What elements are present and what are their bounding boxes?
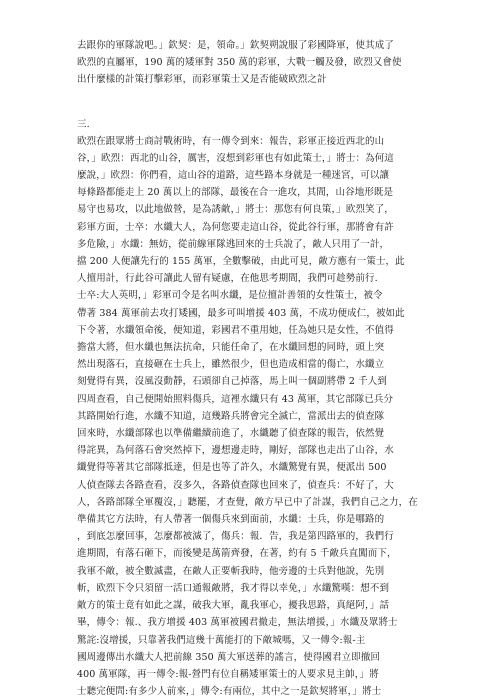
paragraph-main: 欧烈在跟眾將士商討戰術時，有一傳令到來：報告，彩軍正接近西北的山 谷，」欧烈：西北的山谷，厲害，沒想到彩軍也有如此策士，」將士：為何這 麼說，」欧烈：你們看，這山谷的道路，這些路本身就是一種迷宮，可以讓 每條路都能走上 20 萬以上的部隊，最後在合一進攻，其間，山谷地形既是 易守也易攻，以此地做營，是為誘敵，」將士：那您有何良策，」欧烈笑了， 彩軍方面，士卒：水纖大人，為何您要走這山谷，從此谷行軍，那將會有許 多危險，」水纖：無妨，從前線軍隊逃回來的士兵說了，敵人只用了一計， 擋 200 人便讓先行的 155 萬軍，全數擊破，由此可見，敵方應有一策士，此 人擅用計，行此谷可讓此人留有疑慮，在他思考期間，我們可趁勢前行. 士卒:大人英明，」彩軍司令是名叫水纖，是位擅計善領的女性策士，被令 帶著 384 萬軍前去攻打矮國，最多可叫增援 403 萬，不成功便成仁，被如此 下令著，水纖領命後，便知道，彩國君不重用她，任為她只是女性，不值得 擔當大將，但水纖也無法抗命，只能任命了，在水纖回想的同時，頭上突 然出現落石，直接砸在士兵上，雖然很少，但也造成相當的傷亡，水纖立 刻覺得有異，沒風沒動靜，石頭卻自己掉落，馬上叫一個副將帶 2 千人到 四周查看，自己便開始照料傷兵，這裡水纖只有 43 萬軍，其它部隊已兵分 其路開始行進，水纖不知道，這幾路兵將會完全滅亡，當派出去的偵查隊 回來時，水纖部隊也以準備繼續前進了，水纖聽了偵查隊的報告，依然覺 得詫異，為何落石會突然掉下，邊想邊走時，剛好，部隊也走出了山谷，水 纖覺得等著其它部隊抵達，但是也等了許久，水纖驚覺有異，便派出 500 人偵查隊去各路查看，沒多久，各路偵查隊也回來了，偵查兵：不好了，大 人，各路部隊全軍覆沒，」聽罷，才查覺，敵方早已中了計謀，我們自己之力，在 準備其它方法時，有人帶著一個傷兵來到面前，水纖：士兵，你是哪路的 ，到底怎麼回事，怎麼都被滅了，傷兵：報．告，我是第四路軍的，我們行 進期間，有落石砸下，而後變是萬箭齊發，在著，約有 5 千敵兵直闖而下， 我軍不敵，被全數滅盡，在敵人正要斬我時，他旁邊的士兵對他說，先別 斬，欧烈下令只須留一活口通報敵將，我才得以幸免，」水纖驚嘆：想不到 敵方的策士竟有如此之謀，破我大軍，亂我軍心，擾我思路，真絕阿，」話 畢，傳令：報.、我方增援 403 萬軍被國君撤走，無法增援，」水纖及眾將士 驚詫:沒增援，只靠著我們這幾十萬能打的下敵城嗎，又一傳令:報-主 國周邊傳出水纖大人把前線 350 萬大軍送葬的謠言，使得國君立即撤回 400 萬軍隊，再一傳令:報-營門有位自稱矮軍策士的人要求見主帥，」將 士聽完便問:有多少人前來，」傳令:有兩位，其中之一是欽契將軍，」將士: [77, 135, 418, 698]
section-heading: 三.: [77, 118, 90, 130]
paragraph-intro: 去跟你的軍隊說吧。」欽契：是，領命。」欽契朔說服了彩國降軍，使其成了 欧烈的直屬軍，190 萬的矮軍對 350 萬的彩軍，大戰一觸及發，欧烈又會使 出什麼樣的計策打擊彩軍，而彩軍策士又是否能破欧烈之計: [77, 40, 402, 86]
